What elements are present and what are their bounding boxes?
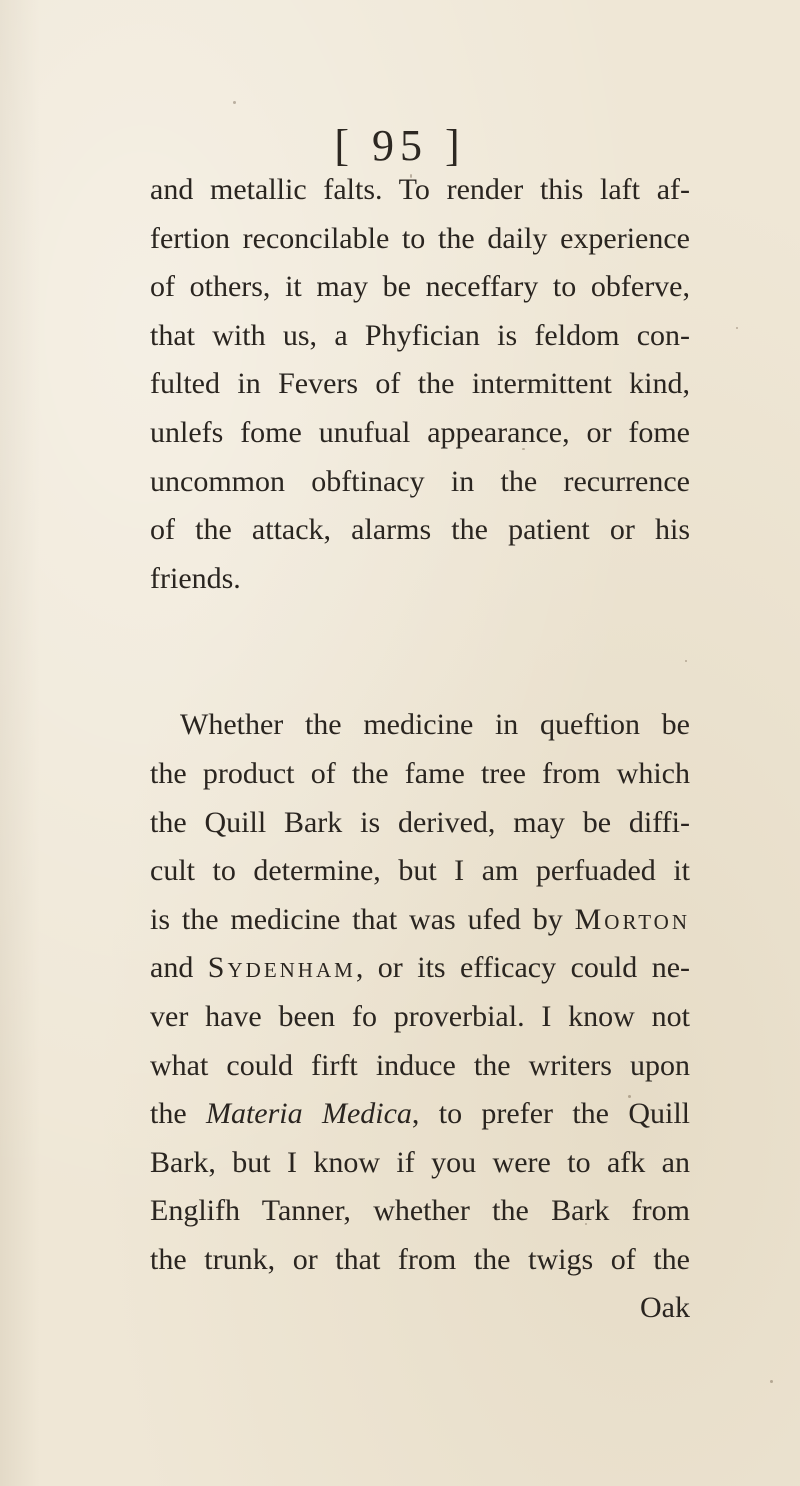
text-run: is the medicine that was ufed by: [150, 902, 575, 936]
text-line: fulted in Fevers of the intermittent kind,: [150, 367, 690, 401]
text-line: Englifh Tanner, whether the Bark from: [150, 1194, 690, 1228]
text-run: the: [150, 1097, 206, 1131]
text-run: and: [150, 951, 208, 985]
text-line: and metallic falts. To render this laft af-: [150, 173, 690, 206]
text-line: of the attack, alarms the patient or his: [150, 513, 690, 547]
text-line: unlefs fome unufual appearance, or fome: [150, 415, 690, 449]
text-line: of others, it may be neceffary to obferve,: [150, 270, 690, 304]
text-line: cult to determine, but I am perfuaded it: [150, 854, 690, 888]
text-line: the product of the fame tree from which: [150, 756, 690, 790]
page-body: [150, 166, 690, 1333]
paragraph-gap: [150, 603, 690, 701]
text-line: [150, 1090, 690, 1139]
text-line: the trunk, or that from the twigs of the: [150, 1242, 690, 1276]
paragraph-2: [150, 701, 690, 1333]
text-line: [150, 896, 690, 945]
paragraph-1: [150, 166, 690, 603]
text-run: , to prefer the Quill: [411, 1097, 690, 1131]
text-line: the Quill Bark is derived, may be diffi-: [150, 805, 690, 839]
text-line: that with us, a Phyfician is feldom con-: [150, 318, 690, 352]
text-line: [150, 944, 690, 993]
name-morton: Morton: [574, 902, 690, 936]
text-line: friends.: [150, 561, 241, 595]
page-number-header: [ 95 ]: [334, 121, 466, 170]
name-sydenham: Sydenham: [207, 951, 356, 985]
text-line: what could firft induce the writers upon: [150, 1048, 690, 1082]
text-line: Whether the medicine in queftion be: [180, 708, 690, 742]
text-line: ver have been fo proverbial. I know not: [150, 999, 690, 1033]
text-line: Bark, but I know if you were to afk an: [150, 1145, 690, 1179]
text-line: fertion reconcilable to the daily experience: [150, 221, 690, 255]
text-line: uncommon obftinacy in the recurrence: [150, 464, 690, 498]
title-materia-medica: Materia Medica: [205, 1097, 412, 1131]
catchword: Oak: [640, 1291, 690, 1325]
text-run: , or its efficacy could ne-: [355, 951, 690, 985]
